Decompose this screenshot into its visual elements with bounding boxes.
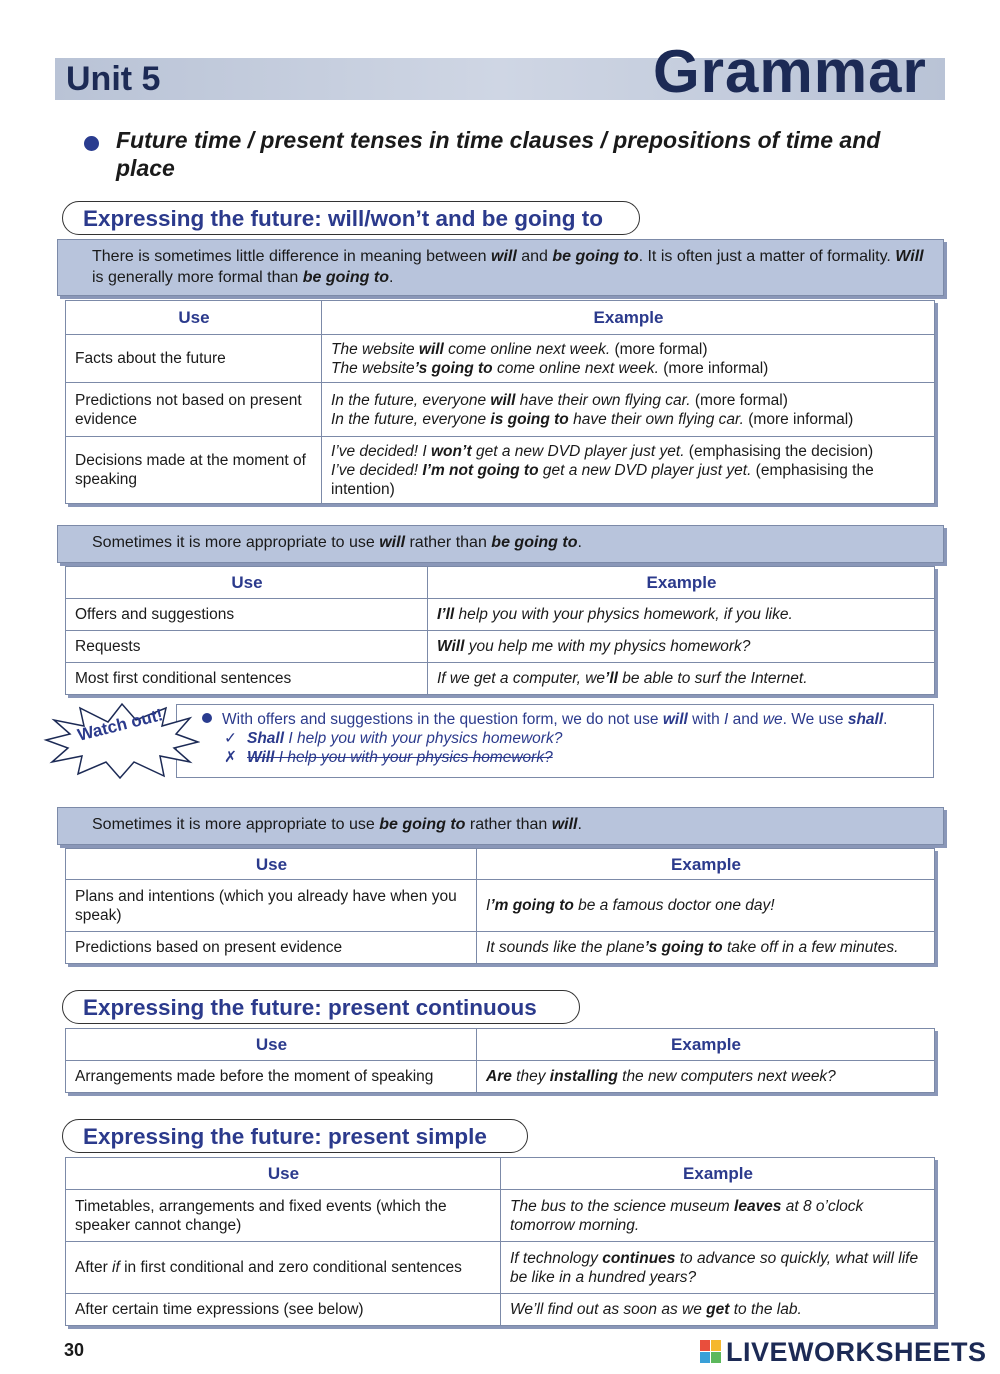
table-row [66,1190,935,1242]
use-cell: Facts about the future [66,335,322,383]
topic-bullet-icon [84,136,99,151]
use-cell: Plans and intentions (which you already have when you speak) [66,880,477,932]
example-cell: Are they installing the new computers next week? [477,1061,935,1093]
table-row [66,599,935,631]
section-heading-present-continuous: Expressing the future: present continuous [62,990,580,1024]
use-cell: Timetables, arrangements and fixed events (which the speaker cannot change) [66,1190,501,1242]
use-cell: After if in first conditional and zero conditional sentences [66,1242,501,1294]
watch-out-line-1: With offers and suggestions in the question form, we do not use will with I and we. We use shall. [202,710,887,729]
bullet-icon [202,713,212,723]
liveworksheets-text: LIVEWORKSHEETS [726,1337,987,1367]
use-cell: Requests [66,631,428,663]
table-row [66,880,935,932]
table-will [65,566,935,695]
col-header-example: Example [501,1158,935,1190]
col-header-use: Use [66,849,477,880]
liveworksheets-icon [700,1340,722,1364]
section-heading-present-simple: Expressing the future: present simple [62,1119,528,1153]
example-cell: I’ve decided! I won’t get a new DVD player just yet. (emphasising the decision) I’ve decided! I’m not going to get a new DVD player just yet. (emphasising the intention) [322,437,935,504]
col-header-example: Example [428,567,935,599]
table-row [66,437,935,504]
table-row [66,663,935,695]
col-header-example: Example [477,1029,935,1061]
table-present-simple [65,1157,935,1326]
watch-out-label: Watch out! [75,705,165,745]
info-box-will-vs-going-to [57,239,944,296]
info-text: Sometimes it is more appropriate to use will rather than be going to. [92,534,582,551]
info-text: There is sometimes little difference in meaning between will and be going to. It is often just a matter of formality. Will is generally more formal than be going to. [92,248,924,286]
example-cell: If we get a computer, we’ll be able to surf the Internet. [428,663,935,695]
watch-out-line-2: ✓ Shall I help you with your physics homework? [224,730,563,747]
example-cell: If technology continues to advance so quickly, what will life be like in a hundred years? [501,1242,935,1294]
use-cell: Decisions made at the moment of speaking [66,437,322,504]
grammar-title: Grammar [653,38,927,105]
info-box-will-rather-than [57,525,944,563]
table-present-continuous [65,1028,935,1093]
watch-out-content [202,710,887,767]
example-cell: The website will come online next week. (more formal) The website’s going to come online next week. (more informal) [322,335,935,383]
topic-heading: Future time / present tenses in time clauses / prepositions of time and place [116,127,881,181]
example-cell: In the future, everyone will have their own flying car. (more formal) In the future, everyone is going to have their own flying car. (more informal) [322,383,935,437]
table-row [66,1294,935,1326]
section-heading-will-going-to: Expressing the future: will/won’t and be going to [62,201,640,235]
col-header-use: Use [66,1158,501,1190]
info-box-going-to-rather-than [57,807,944,845]
cross-icon: ✗ [224,749,237,766]
example-cell: I’m going to be a famous doctor one day! [477,880,935,932]
example-cell: The bus to the science museum leaves at 8 o’clock tomorrow morning. [501,1190,935,1242]
use-cell: Most first conditional sentences [66,663,428,695]
example-cell: I’ll help you with your physics homework, if you like. [428,599,935,631]
table-row [66,631,935,663]
table-going-to [65,848,935,964]
use-cell: Predictions not based on present evidence [66,383,322,437]
use-cell: After certain time expressions (see below) [66,1294,501,1326]
table-will-going-to [65,300,935,504]
liveworksheets-logo[interactable] [700,1336,990,1368]
col-header-use: Use [66,301,322,335]
col-header-use: Use [66,567,428,599]
example-cell: We’ll find out as soon as we get to the lab. [501,1294,935,1326]
table-row [66,1061,935,1093]
table-row [66,932,935,964]
col-header-example: Example [477,849,935,880]
use-cell: Predictions based on present evidence [66,932,477,964]
use-cell: Arrangements made before the moment of speaking [66,1061,477,1093]
table-row [66,1242,935,1294]
table-row [66,383,935,437]
example-cell: It sounds like the plane’s going to take off in a few minutes. [477,932,935,964]
use-cell: Offers and suggestions [66,599,428,631]
check-icon: ✓ [224,730,237,747]
example-cell: Will you help me with my physics homework? [428,631,935,663]
watch-out-burst-icon [40,700,200,780]
table-row [66,335,935,383]
col-header-example: Example [322,301,935,335]
info-text: Sometimes it is more appropriate to use be going to rather than will. [92,816,582,833]
page-number: 30 [64,1340,85,1360]
watch-out-line-3: ✗ Will I help you with your physics homework? [224,749,553,766]
unit-title: Unit 5 [66,60,161,98]
col-header-use: Use [66,1029,477,1061]
